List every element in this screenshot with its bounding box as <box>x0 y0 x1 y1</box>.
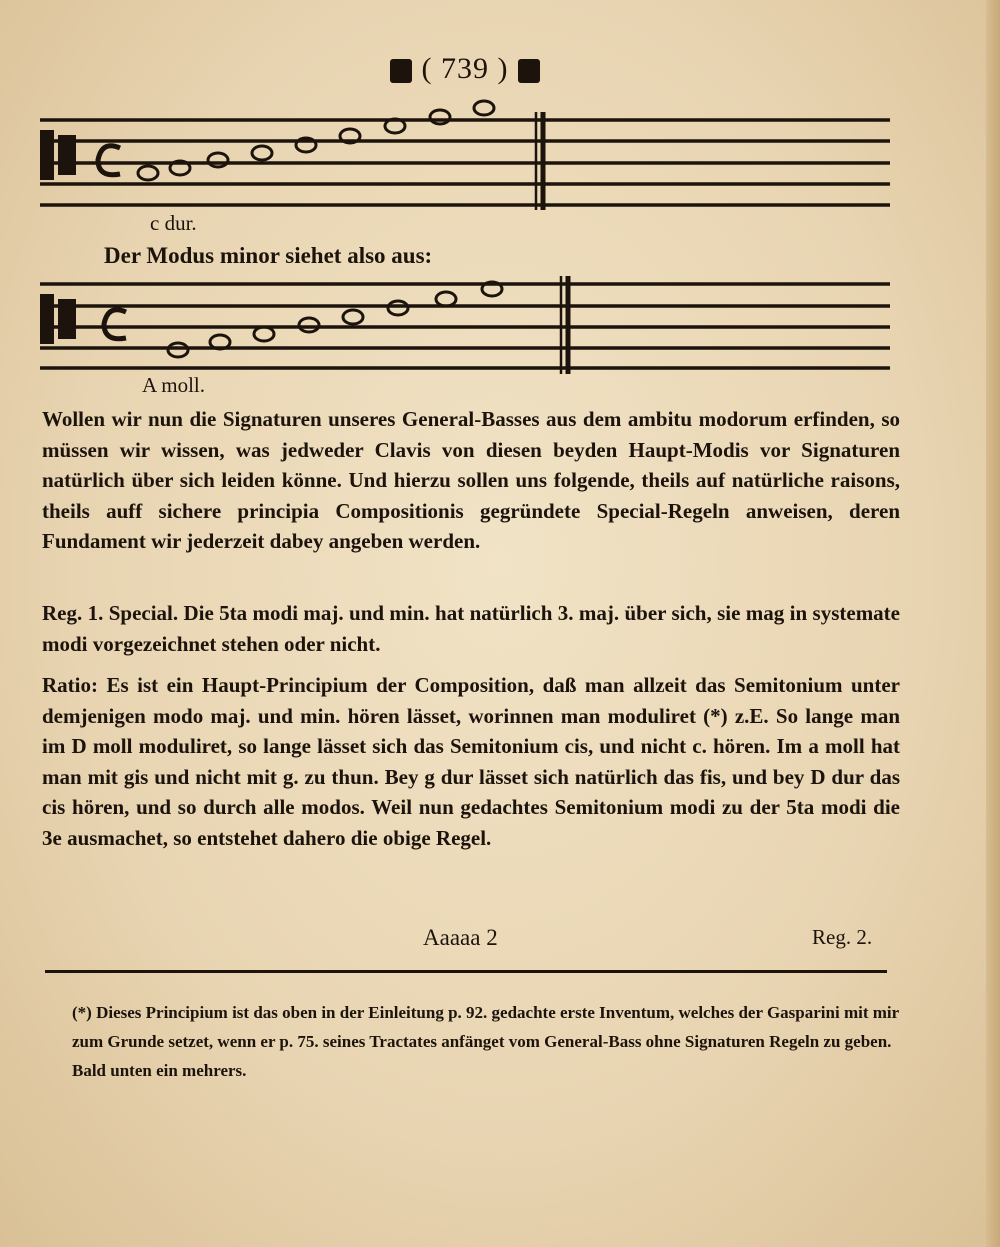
rule-1: Reg. 1. Special. Die 5ta modi maj. und min. hat natürlich 3. maj. über sich, sie mag in systemate modi vorgezeichnet stehen oder nicht. <box>42 601 900 656</box>
signature-mark: Aaaaa 2 <box>423 925 498 950</box>
notes-minor <box>168 282 502 357</box>
staff-minor <box>40 276 890 374</box>
ratio-paragraph: Ratio: Es ist ein Haupt-Principium der Composition, daß man allzeit das Semitonium unter demjenigen modo maj. und min. hören lässet, worinnen man moduliret (*) z.E. So lange man im D moll moduliret, so lange lässet sich das Semitonium cis, und nicht c. hören. Im a moll hat man mit gis und nicht mit g. zu thun. Bey g dur lässet sich natürlich das fis, und bey D dur das cis hören, und so durch alle modos. Weil nun gedachtes Semitonium modi zu der 5ta modi die 3e ausmachet, so entstehet dahero die obige Regel. <box>42 673 900 850</box>
staff-major <box>40 112 890 210</box>
page-number: ( 739 ) <box>421 52 509 85</box>
example-minor-label: A moll. <box>142 373 206 397</box>
footnote: (*) Dieses Principium ist das oben in der Einleitung p. 92. gedachte erste Inventum, welches der Gasparini mit mir zum Grunde setzet, wenn er p. 75. seines Tractates anfänget vom General-Bass ohne Signaturen Regeln zu geben. Bald unten ein mehrers. <box>72 1003 899 1080</box>
paragraph-main: Wollen wir nun die Signaturen unseres General-Basses aus dem ambitu modorum erfinden, so müssen wir wissen, was jedweder Clavis von diesen beyden Haupt-Modis vor Signaturen natürlich über sich leiden könne. Und hierzu sollen uns folgende, theils auf natürliche raisons, theils auff sichere principia Compositionis gegründete Special-Regeln anweisen, deren Fundament wir jederzeit dabey angeben werden. <box>42 407 900 553</box>
footnote-rule <box>45 970 887 973</box>
clef-minor-icon <box>40 294 126 344</box>
example-major-label: c dur. <box>150 211 197 235</box>
subheading: Der Modus minor siehet also aus: <box>104 243 433 268</box>
catchword: Reg. 2. <box>812 925 873 949</box>
clef-major-icon <box>40 130 120 180</box>
